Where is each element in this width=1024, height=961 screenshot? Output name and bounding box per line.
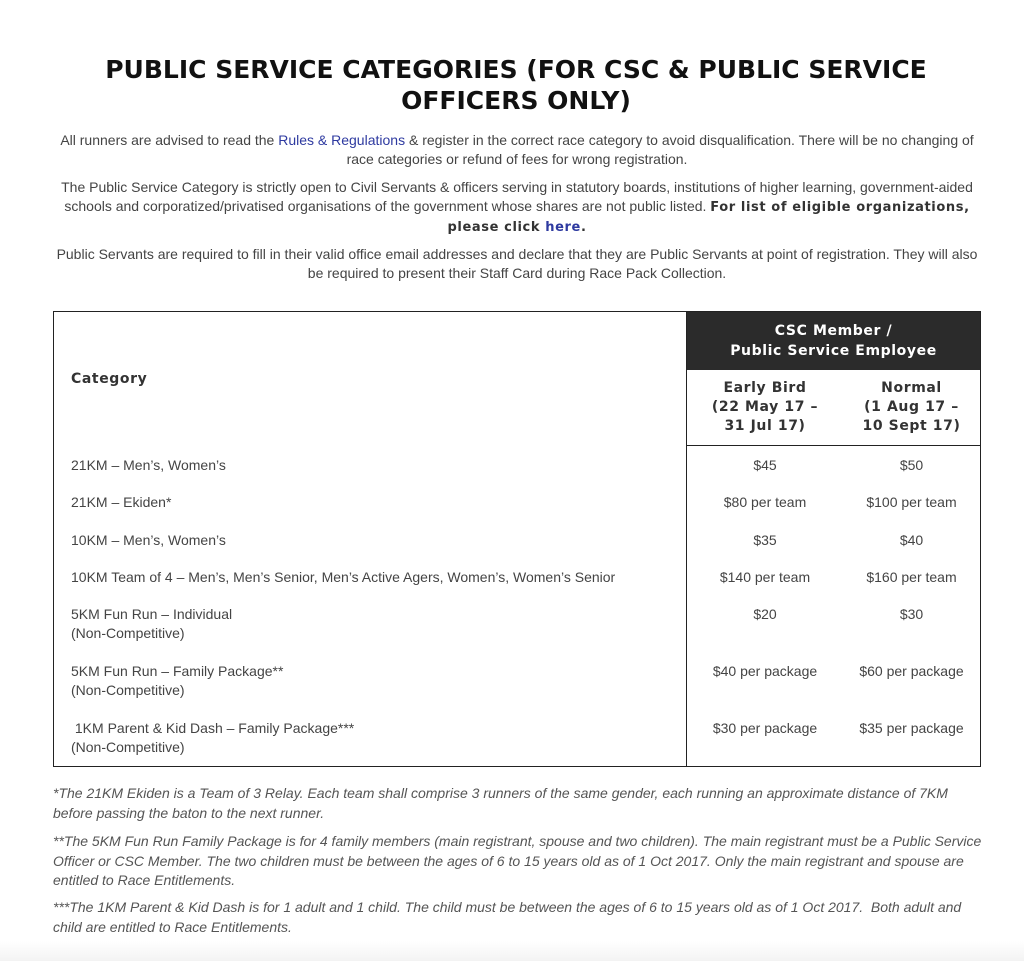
table-row <box>54 558 981 595</box>
category-name: 1KM Parent & Kid Dash – Family Package*** <box>71 719 355 736</box>
normal-price: $35 per package <box>859 719 964 736</box>
normal-price: $40 <box>899 531 924 548</box>
category-cell <box>54 483 687 521</box>
page-title: PUBLIC SERVICE CATEGORIES (FOR CSC & PUBLIC SERVICE OFFICERS ONLY) <box>105 55 927 115</box>
category-name: 5KM Fun Run – Family Package** <box>71 662 284 679</box>
normal-label: Normal <box>881 380 942 396</box>
early-bird-dates-end: 31 Jul 17) <box>724 418 806 434</box>
table-row <box>54 483 981 521</box>
intro-eligibility-paragraph <box>56 178 978 237</box>
normal-dates-end: 10 Sept 17) <box>862 418 961 434</box>
eligible-organizations-label: For list of eligible organizations, please click <box>447 200 970 235</box>
footnote-ekiden <box>53 784 983 823</box>
category-name: 21KM – Men’s, Women’s <box>71 456 226 473</box>
intro-text: Public Servants are required to fill in their valid office email addresses and declare that they are Public Servants at point of registration. They will also be required to present their Staff Card during Race Pack Collection. <box>56 246 978 281</box>
intro-text: All runners are advised to read the <box>60 132 279 148</box>
table-row <box>54 709 981 767</box>
early-bird-price: $40 per package <box>712 662 818 679</box>
category-name: 10KM Team of 4 – Men’s, Men’s Senior, Men’s Active Agers, Women’s, Women’s Senior <box>71 568 616 585</box>
intro-text: & register in the correct race category to avoid disqualification. There will be no changing of race categories or refund of fees for wrong registration. <box>346 132 974 167</box>
footnote-text: **The 5KM Fun Run Family Package is for 4 family members (main registrant, spouse and two children). The main registrant must be a Public Service Officer or CSC Member. The two children must be between the ages of 6 to 15 years old as of 1 Oct 2017. Only the main registrant and spouse are entitled to Race Entitlements. <box>53 833 982 888</box>
normal-price: $50 <box>899 457 924 473</box>
normal-price: $60 per package <box>859 662 964 679</box>
eligible-organizations-here-link[interactable]: here <box>545 220 581 235</box>
early-bird-label: Early Bird <box>723 380 807 396</box>
intro-rules-paragraph <box>56 131 978 169</box>
early-bird-price: $140 per team <box>719 568 811 585</box>
footnote-text: ***The 1KM Parent & Kid Dash is for 1 adult and 1 child. The child must be between the ages of 6 to 15 years old as of 1 Oct 2017. Both adult and child are entitled to Race Entitlements. <box>53 899 966 935</box>
early-bird-price: $80 per team <box>723 493 807 510</box>
table-row <box>54 521 981 558</box>
normal-price: $160 per team <box>866 568 957 585</box>
category-cell <box>54 446 687 483</box>
table-row <box>54 595 981 652</box>
normal-price: $30 <box>899 605 924 622</box>
category-cell <box>54 558 687 595</box>
early-bird-price: $20 <box>753 605 777 622</box>
category-subtitle: (Non-Competitive) <box>71 681 185 698</box>
category-cell <box>54 521 687 558</box>
normal-header <box>843 370 981 446</box>
intro-period: . <box>580 220 587 235</box>
category-header: Category <box>54 312 687 446</box>
table-row <box>54 446 981 483</box>
csc-member-header <box>687 312 981 371</box>
early-bird-price: $45 <box>753 457 777 473</box>
rules-regulations-link[interactable]: Rules & Regulations <box>278 132 406 148</box>
csc-header-line2: Public Service Employee <box>730 343 937 359</box>
category-name: 5KM Fun Run – Individual <box>71 605 233 622</box>
category-subtitle: (Non-Competitive) <box>71 624 185 641</box>
category-cell <box>54 709 687 767</box>
intro-text: The Public Service Category is strictly open to Civil Servants & officers serving in statutory boards, institutions of higher learning, government-aided schools and corporatized/privatised organisations of the government whose shares are not public listed. <box>61 179 973 214</box>
table-row <box>54 652 981 709</box>
footnote-text: *The 21KM Ekiden is a Team of 3 Relay. Each team shall comprise 3 runners of the same gender, each running an approximate distance of 7KM before passing the baton to the next runner. <box>53 785 948 821</box>
footnote-kid-dash <box>53 898 983 937</box>
early-bird-header <box>687 370 844 446</box>
category-cell <box>54 595 687 652</box>
category-name: 10KM – Men’s, Women’s <box>71 531 226 548</box>
intro-registration-paragraph <box>56 245 978 283</box>
page-bottom-shade <box>0 941 1024 961</box>
category-subtitle: (Non-Competitive) <box>71 738 185 755</box>
early-bird-price: $30 per package <box>712 719 818 736</box>
normal-price: $100 per team <box>866 493 957 510</box>
csc-header-line1: CSC Member / <box>774 323 893 339</box>
early-bird-price: $35 <box>753 531 777 548</box>
category-name: 21KM – Ekiden* <box>71 493 172 510</box>
price-table <box>53 311 981 767</box>
category-cell <box>54 652 687 709</box>
normal-dates-start: (1 Aug 17 – <box>864 399 959 415</box>
footnote-family-package <box>53 832 983 891</box>
early-bird-dates-start: (22 May 17 – <box>711 399 819 415</box>
